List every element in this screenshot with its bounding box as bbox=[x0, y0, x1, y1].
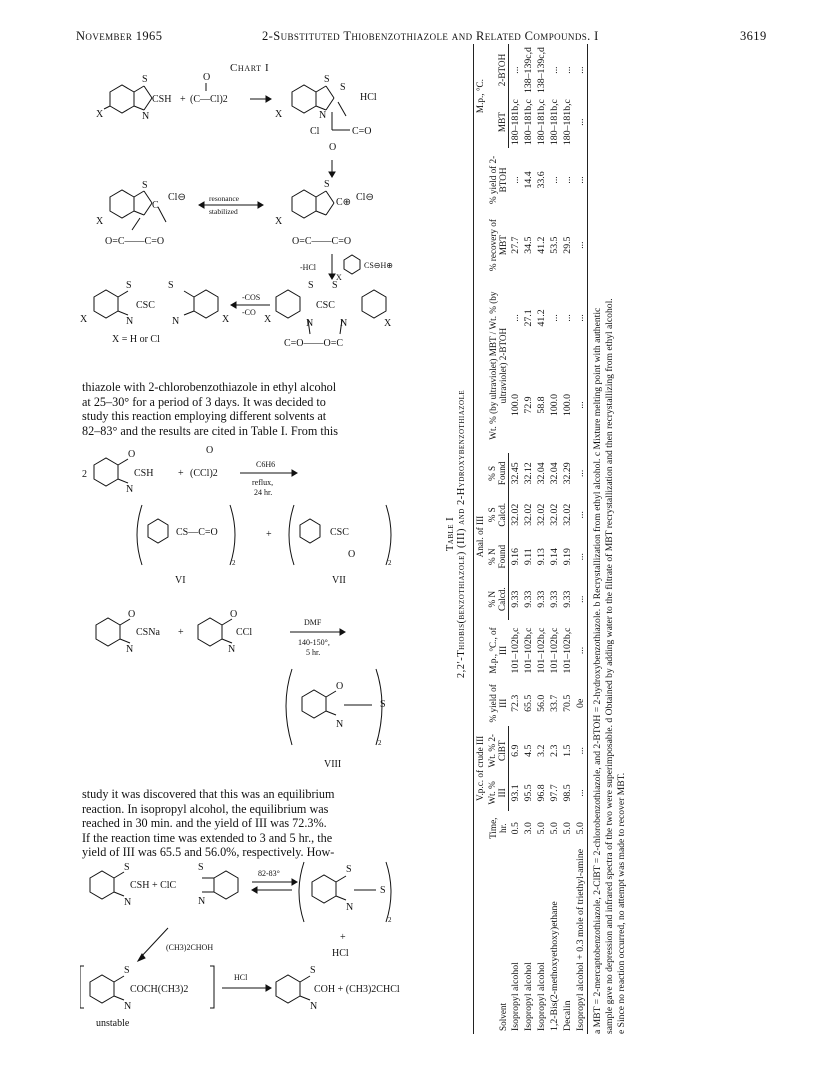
col-recovery-mbt: % recovery of MBT bbox=[474, 212, 509, 279]
time-5hr-label: 5 hr. bbox=[306, 648, 321, 657]
table-cell: 0e bbox=[574, 680, 588, 726]
reaction-scheme-viii bbox=[80, 605, 410, 780]
svg-text:N: N bbox=[340, 318, 348, 329]
svg-text:S: S bbox=[310, 965, 316, 976]
table-cell: 32.04 bbox=[549, 462, 560, 485]
table-caption: 2,2′-Thiobis(benzothiazole) (III) and 2-Hydroxybenzothiazole bbox=[456, 389, 467, 679]
svg-text:O: O bbox=[128, 449, 136, 460]
svg-text:X: X bbox=[275, 109, 283, 120]
running-header-date: November 1965 bbox=[76, 29, 163, 43]
svg-text:Cl: Cl bbox=[310, 126, 320, 137]
minus-co-label: -CO bbox=[242, 308, 256, 317]
table-cell: 9.11 bbox=[523, 548, 534, 566]
resonance-right-structure bbox=[292, 190, 334, 218]
table-cell: ... bbox=[574, 536, 588, 578]
table-row bbox=[522, 44, 535, 1034]
table-cell: 27.1 bbox=[523, 309, 534, 327]
table-cell: 180–181b,c bbox=[562, 99, 573, 146]
table-cell: 9.13 bbox=[536, 548, 547, 566]
table-cell: 2.3 bbox=[549, 744, 560, 757]
svg-text:S: S bbox=[142, 74, 148, 85]
svg-text:X: X bbox=[275, 216, 283, 227]
svg-text:2: 2 bbox=[388, 559, 392, 567]
svg-text:+: + bbox=[266, 529, 272, 540]
table-i-rotated bbox=[445, 34, 715, 1034]
table-cell: ... bbox=[574, 578, 588, 621]
chloride-ion-label: Cl⊖ bbox=[168, 192, 186, 203]
table-cell: 100.0 bbox=[549, 393, 560, 417]
table-cell: 180–181b,c bbox=[536, 99, 547, 146]
table-cell: 101–102b,c bbox=[523, 627, 534, 674]
unstable-label: unstable bbox=[96, 1018, 130, 1029]
table-cell: ... bbox=[574, 212, 588, 279]
table-cell: 100.0 bbox=[509, 393, 521, 417]
svg-text:N: N bbox=[198, 896, 206, 907]
text-line: study this reaction employing different solvents at bbox=[82, 409, 327, 424]
table-cell: 41.2 bbox=[536, 236, 547, 254]
svg-text:N: N bbox=[126, 316, 134, 327]
col-n-found: % N Found bbox=[486, 536, 509, 578]
table-cell: ... bbox=[574, 96, 588, 148]
benzothiazole-thiol-structure bbox=[104, 85, 152, 113]
svg-text:(CCl)2: (CCl)2 bbox=[190, 468, 218, 479]
table-cell: ... bbox=[510, 66, 521, 74]
svg-text:S: S bbox=[324, 74, 330, 85]
table-cell: 1.5 bbox=[562, 744, 573, 757]
table-cell: 9.33 bbox=[536, 590, 547, 608]
svg-text:N: N bbox=[126, 644, 134, 655]
text-line: study it was discovered that this was an equilibrium bbox=[82, 787, 335, 801]
table-cell: 58.8 bbox=[536, 396, 547, 414]
table-cell: 96.8 bbox=[536, 784, 547, 802]
table-cell: 9.33 bbox=[562, 590, 573, 608]
svg-text:+: + bbox=[178, 468, 184, 479]
table-cell: 32.04 bbox=[536, 462, 547, 485]
svg-text:N: N bbox=[124, 897, 132, 908]
isopropanol-label: (CH3)2CHOH bbox=[166, 943, 214, 952]
resonance-label: resonance bbox=[209, 194, 239, 203]
svg-text:O: O bbox=[203, 72, 211, 83]
svg-text:N: N bbox=[306, 318, 314, 329]
footnote-line: sample gave no depression and infrared spectra of the two were superimposable. d Obtained by adding water to the filtrate of MBT recrystallization and then recrystallizing from ethyl alcohol. bbox=[604, 298, 615, 1034]
svg-text:CS⊖H⊕: CS⊖H⊕ bbox=[364, 261, 393, 270]
svg-text:S: S bbox=[380, 699, 386, 710]
table-cell: 72.3 bbox=[509, 694, 521, 712]
svg-text:X: X bbox=[384, 318, 392, 329]
table-cell: 56.0 bbox=[536, 694, 547, 712]
hcl-byproduct-label: HCl bbox=[360, 92, 377, 103]
time-24hr-label: 24 hr. bbox=[254, 488, 273, 497]
text-line: reached in 30 min. and the yield of III was 72.3%. bbox=[82, 816, 327, 831]
svg-text:+: + bbox=[178, 627, 184, 638]
svg-text:CSC: CSC bbox=[316, 300, 335, 311]
col-mp-btoh: 2-BTOH bbox=[486, 44, 509, 96]
running-header-title: 2-Substituted Thiobenzothiazole and Related Compounds. I bbox=[262, 29, 599, 43]
table-cell: 27.7 bbox=[509, 236, 521, 254]
svg-text:X: X bbox=[96, 216, 104, 227]
col-group-uv: Wt. % (by ultraviolet) MBT / Wt. % (by ultraviolet) 2-BTOH bbox=[474, 279, 509, 453]
table-i bbox=[473, 44, 588, 1034]
table-cell: 70.5 bbox=[562, 694, 573, 712]
svg-text:CSH + ClC: CSH + ClC bbox=[130, 880, 177, 891]
table-cell: 41.2 bbox=[536, 309, 547, 327]
svg-text:O: O bbox=[128, 609, 136, 620]
table-cell: ... bbox=[549, 176, 560, 184]
svg-text:O: O bbox=[329, 142, 337, 153]
table-cell: 9.19 bbox=[562, 548, 573, 566]
svg-text:X: X bbox=[264, 314, 272, 325]
svg-text:S: S bbox=[124, 965, 130, 976]
csc-label: CSC bbox=[136, 300, 155, 311]
table-cell: 138–139c,d bbox=[536, 47, 547, 94]
col-mp-iii: M.p., °C., of III bbox=[474, 620, 509, 680]
svg-text:CSH: CSH bbox=[134, 468, 154, 479]
table-cell: ... bbox=[574, 148, 588, 212]
table-cell: 3.2 bbox=[536, 744, 547, 757]
table-row bbox=[535, 44, 548, 1034]
reflux-label: reflux, bbox=[252, 478, 274, 487]
col-mp-mbt: MBT bbox=[486, 96, 509, 148]
oxalyl-chloride-label: (C—Cl)2 bbox=[190, 94, 228, 105]
svg-text:C: C bbox=[152, 200, 159, 211]
table-cell: 33.7 bbox=[549, 694, 560, 712]
svg-text:X: X bbox=[222, 314, 230, 325]
table-cell: 32.02 bbox=[549, 503, 560, 526]
col-n-calcd: % N Calcd. bbox=[486, 578, 509, 621]
compound-viii-label: VIII bbox=[324, 759, 342, 770]
table-cell: ... bbox=[562, 314, 573, 322]
table-cell: ... bbox=[549, 66, 560, 74]
table-cell: ... bbox=[562, 66, 573, 74]
table-cell: 1,2-Bis(2-methoxyethoxy)ethane bbox=[549, 901, 560, 1031]
table-cell: Decalin bbox=[562, 1000, 573, 1031]
svg-text:+: + bbox=[340, 932, 346, 943]
table-cell: 101–102b,c bbox=[509, 627, 521, 674]
bis-benzothiazolyl-sulfide-structure bbox=[94, 290, 218, 318]
table-cell: 0.5 bbox=[509, 822, 521, 835]
svg-text:N: N bbox=[172, 316, 180, 327]
csna-label: CSNa bbox=[136, 627, 160, 638]
table-cell: 138–139c,d bbox=[523, 47, 534, 94]
table-cell: 9.33 bbox=[510, 590, 521, 608]
table-cell: 3.0 bbox=[523, 822, 534, 835]
table-cell: 101–102b,c bbox=[536, 627, 547, 674]
table-row bbox=[509, 44, 523, 1034]
svg-text:S: S bbox=[198, 862, 204, 873]
hcl-product-label: HCl bbox=[332, 948, 349, 959]
col-wt-2clbt: Wt. % 2-ClBT bbox=[486, 726, 509, 775]
table-cell: 180–181b,c bbox=[549, 99, 560, 146]
table-cell: 5.0 bbox=[549, 822, 560, 835]
svg-text:2: 2 bbox=[378, 739, 382, 747]
col-solvent: Solvent bbox=[474, 846, 509, 1034]
svg-text:2: 2 bbox=[388, 916, 392, 924]
table-cell: 29.5 bbox=[562, 236, 573, 254]
temperature-label: 140-150°, bbox=[298, 638, 330, 647]
svg-text:N: N bbox=[346, 902, 354, 913]
svg-text:N: N bbox=[228, 644, 236, 655]
table-body bbox=[509, 44, 588, 1034]
svg-text:C=O——O=C: C=O——O=C bbox=[284, 338, 344, 349]
footnote-line: a MBT = 2-mercaptobenzothiazole, 2-ClBT = 2-chlorobenzothiazole, and 2-BTOH = 2-hydroxybenzothiazole. b Recrystallization from ethyl alcohol. c Mixture melting point with authentic bbox=[592, 307, 603, 1034]
svg-text:2: 2 bbox=[232, 559, 236, 567]
table-cell: 180–181b,c bbox=[510, 99, 521, 146]
svg-text:S: S bbox=[340, 82, 346, 93]
table-cell: ... bbox=[574, 620, 588, 680]
body-paragraph-2 bbox=[82, 787, 402, 860]
svg-text:X: X bbox=[80, 314, 88, 325]
table-footnotes bbox=[592, 44, 628, 1034]
svg-text:N: N bbox=[124, 1001, 132, 1012]
x-definition-label: X = H or Cl bbox=[112, 334, 160, 345]
text-line: thiazole with 2-chlorobenzothiazole in ethyl alcohol bbox=[82, 380, 337, 394]
intermediate-structure bbox=[276, 290, 386, 334]
table-cell: 32.12 bbox=[523, 462, 534, 485]
cs-co-label: CS—C=O bbox=[176, 527, 218, 538]
reaction-scheme-benzoxazole-oxalyl bbox=[80, 445, 410, 595]
table-cell: 32.02 bbox=[536, 503, 547, 526]
table-cell: 97.7 bbox=[549, 784, 560, 802]
table-cell: 6.9 bbox=[510, 744, 521, 757]
table-cell: ... bbox=[562, 176, 573, 184]
table-cell: ... bbox=[509, 314, 521, 322]
col-group-anal: Anal. of III bbox=[474, 453, 487, 621]
svg-text:O: O bbox=[336, 681, 344, 692]
table-cell: 101–102b,c bbox=[549, 627, 560, 674]
svg-text:X: X bbox=[336, 273, 342, 282]
svg-text:S: S bbox=[308, 280, 314, 291]
ccl-label: CCl bbox=[236, 627, 253, 638]
table-cell: Isopropyl alcohol bbox=[536, 962, 547, 1031]
table-cell: 72.9 bbox=[523, 396, 534, 414]
svg-text:C⊕: C⊕ bbox=[336, 197, 352, 208]
table-cell: 4.5 bbox=[523, 744, 534, 757]
svg-text:N: N bbox=[336, 719, 344, 730]
svg-text:O: O bbox=[230, 609, 238, 620]
svg-text:CSC: CSC bbox=[330, 527, 349, 538]
table-cell: 9.14 bbox=[549, 548, 560, 566]
csh-label: CSH bbox=[152, 94, 172, 105]
col-s-found: % S Found bbox=[486, 453, 509, 494]
table-cell: 5.0 bbox=[536, 822, 547, 835]
svg-text:O=C——C=O: O=C——C=O bbox=[292, 236, 352, 247]
svg-text:N: N bbox=[126, 484, 134, 495]
svg-text:S: S bbox=[126, 280, 132, 291]
table-cell: 32.45 bbox=[510, 462, 521, 485]
col-yield-btoh: % yield of 2-BTOH bbox=[474, 148, 509, 212]
table-cell: 14.4 bbox=[523, 171, 534, 189]
table-cell: ... bbox=[574, 44, 588, 96]
body-paragraph-1 bbox=[82, 380, 402, 438]
table-cell: 9.33 bbox=[523, 590, 534, 608]
svg-text:S: S bbox=[124, 862, 130, 873]
svg-text:O: O bbox=[348, 549, 356, 560]
compound-vi-label: VI bbox=[175, 575, 186, 586]
table-cell: 9.33 bbox=[549, 590, 560, 608]
table-cell: 98.5 bbox=[562, 784, 573, 802]
table-cell: 34.5 bbox=[523, 236, 534, 254]
svg-text:S: S bbox=[324, 179, 330, 190]
table-cell: 5.0 bbox=[574, 811, 588, 846]
svg-text:S: S bbox=[142, 180, 148, 191]
reaction-scheme-chart-1 bbox=[70, 72, 400, 352]
svg-text:O=C——C=O: O=C——C=O bbox=[105, 236, 165, 247]
svg-text:Cl⊖: Cl⊖ bbox=[356, 192, 374, 203]
page-number: 3619 bbox=[740, 29, 767, 43]
svg-text:S: S bbox=[346, 864, 352, 875]
table-cell: 32.02 bbox=[562, 503, 573, 526]
isopropyl-ester-label: COCH(CH3)2 bbox=[130, 984, 189, 995]
text-line: If the reaction time was extended to 3 and 5 hr., the bbox=[82, 830, 333, 845]
svg-text:S: S bbox=[332, 280, 338, 291]
compound-vii-label: VII bbox=[332, 575, 346, 586]
table-row bbox=[548, 44, 561, 1034]
table-i-container bbox=[445, 24, 715, 1054]
table-cell: 9.16 bbox=[510, 548, 521, 566]
substituent-x-label: X bbox=[96, 109, 104, 120]
minus-cos-label: -COS bbox=[242, 293, 261, 302]
col-group-vpc: V.p.c. of crude III bbox=[474, 726, 487, 810]
stabilized-label: stabilized bbox=[209, 207, 238, 216]
table-cell: ... bbox=[574, 279, 588, 358]
table-cell: ... bbox=[574, 357, 588, 452]
text-line: at 25–30° for a period of 3 days. It was decided to bbox=[82, 394, 326, 409]
svg-text:N: N bbox=[319, 110, 327, 121]
table-row bbox=[561, 44, 574, 1034]
table-cell: 180–181b,c bbox=[523, 99, 534, 146]
table-cell: 95.5 bbox=[523, 784, 534, 802]
svg-text:HCl: HCl bbox=[234, 973, 248, 982]
svg-text:O: O bbox=[206, 445, 214, 456]
table-cell: Isopropyl alcohol bbox=[509, 962, 521, 1031]
col-group-mp: M.p., °C. bbox=[474, 44, 487, 148]
col-wt-iii: Wt. % III bbox=[486, 775, 509, 810]
table-cell: 100.0 bbox=[562, 393, 573, 417]
svg-text:S: S bbox=[168, 280, 174, 291]
col-yield-iii: % yield of III bbox=[474, 680, 509, 726]
text-line: 82–83° and the results are cited in Table I. From this bbox=[82, 423, 338, 438]
reaction-scheme-equilibrium bbox=[80, 858, 420, 1033]
table-number: Table I bbox=[445, 516, 456, 552]
temperature-82-83-label: 82-83° bbox=[258, 869, 280, 878]
svg-text:2: 2 bbox=[82, 469, 87, 480]
table-cell: Isopropyl alcohol bbox=[523, 962, 534, 1031]
hydroxybenzothiazole-product-label: COH + (CH3)2CHCl bbox=[314, 984, 400, 995]
table-cell: ... bbox=[574, 494, 588, 536]
table-cell: 93.1 bbox=[510, 784, 521, 802]
table-cell: 32.02 bbox=[523, 503, 534, 526]
svg-text:N: N bbox=[142, 111, 150, 122]
table-row bbox=[574, 44, 588, 1034]
table-cell: ... bbox=[509, 176, 521, 184]
col-time: Time, hr. bbox=[474, 811, 509, 846]
chart-title: Chart I bbox=[230, 62, 270, 74]
plus-sign: + bbox=[180, 94, 186, 105]
table-cell: 101–102b,c bbox=[562, 627, 573, 674]
table-cell: 33.6 bbox=[536, 171, 547, 189]
table-cell: ... bbox=[574, 775, 588, 810]
svg-text:C=O: C=O bbox=[352, 126, 372, 137]
text-line: yield of III was 65.5 and 56.0%, respectively. How- bbox=[82, 845, 335, 860]
text-line: reaction. In isopropyl alcohol, the equilibrium was bbox=[82, 801, 329, 816]
benzene-solvent-label: C6H6 bbox=[256, 460, 276, 469]
table-cell: ... bbox=[574, 453, 588, 494]
col-s-calcd: % S Calcd. bbox=[486, 494, 509, 536]
table-cell: 32.29 bbox=[562, 462, 573, 485]
table-cell: 32.02 bbox=[510, 503, 521, 526]
table-cell: 53.5 bbox=[549, 236, 560, 254]
table-cell: 5.0 bbox=[562, 822, 573, 835]
dmf-label: DMF bbox=[304, 618, 322, 627]
footnote-line: e Since no reaction occurred, no attempt was made to recover MBT. bbox=[616, 772, 627, 1034]
svg-text:N: N bbox=[310, 1001, 318, 1012]
minus-hcl-label: -HCl bbox=[300, 263, 316, 272]
table-cell: Isopropyl alcohol + 0.3 mole of triethyl-amine bbox=[574, 846, 588, 1034]
table-cell: ... bbox=[549, 314, 560, 322]
table-cell: 65.5 bbox=[523, 694, 534, 712]
svg-text:S: S bbox=[380, 885, 386, 896]
table-cell: ... bbox=[574, 726, 588, 775]
